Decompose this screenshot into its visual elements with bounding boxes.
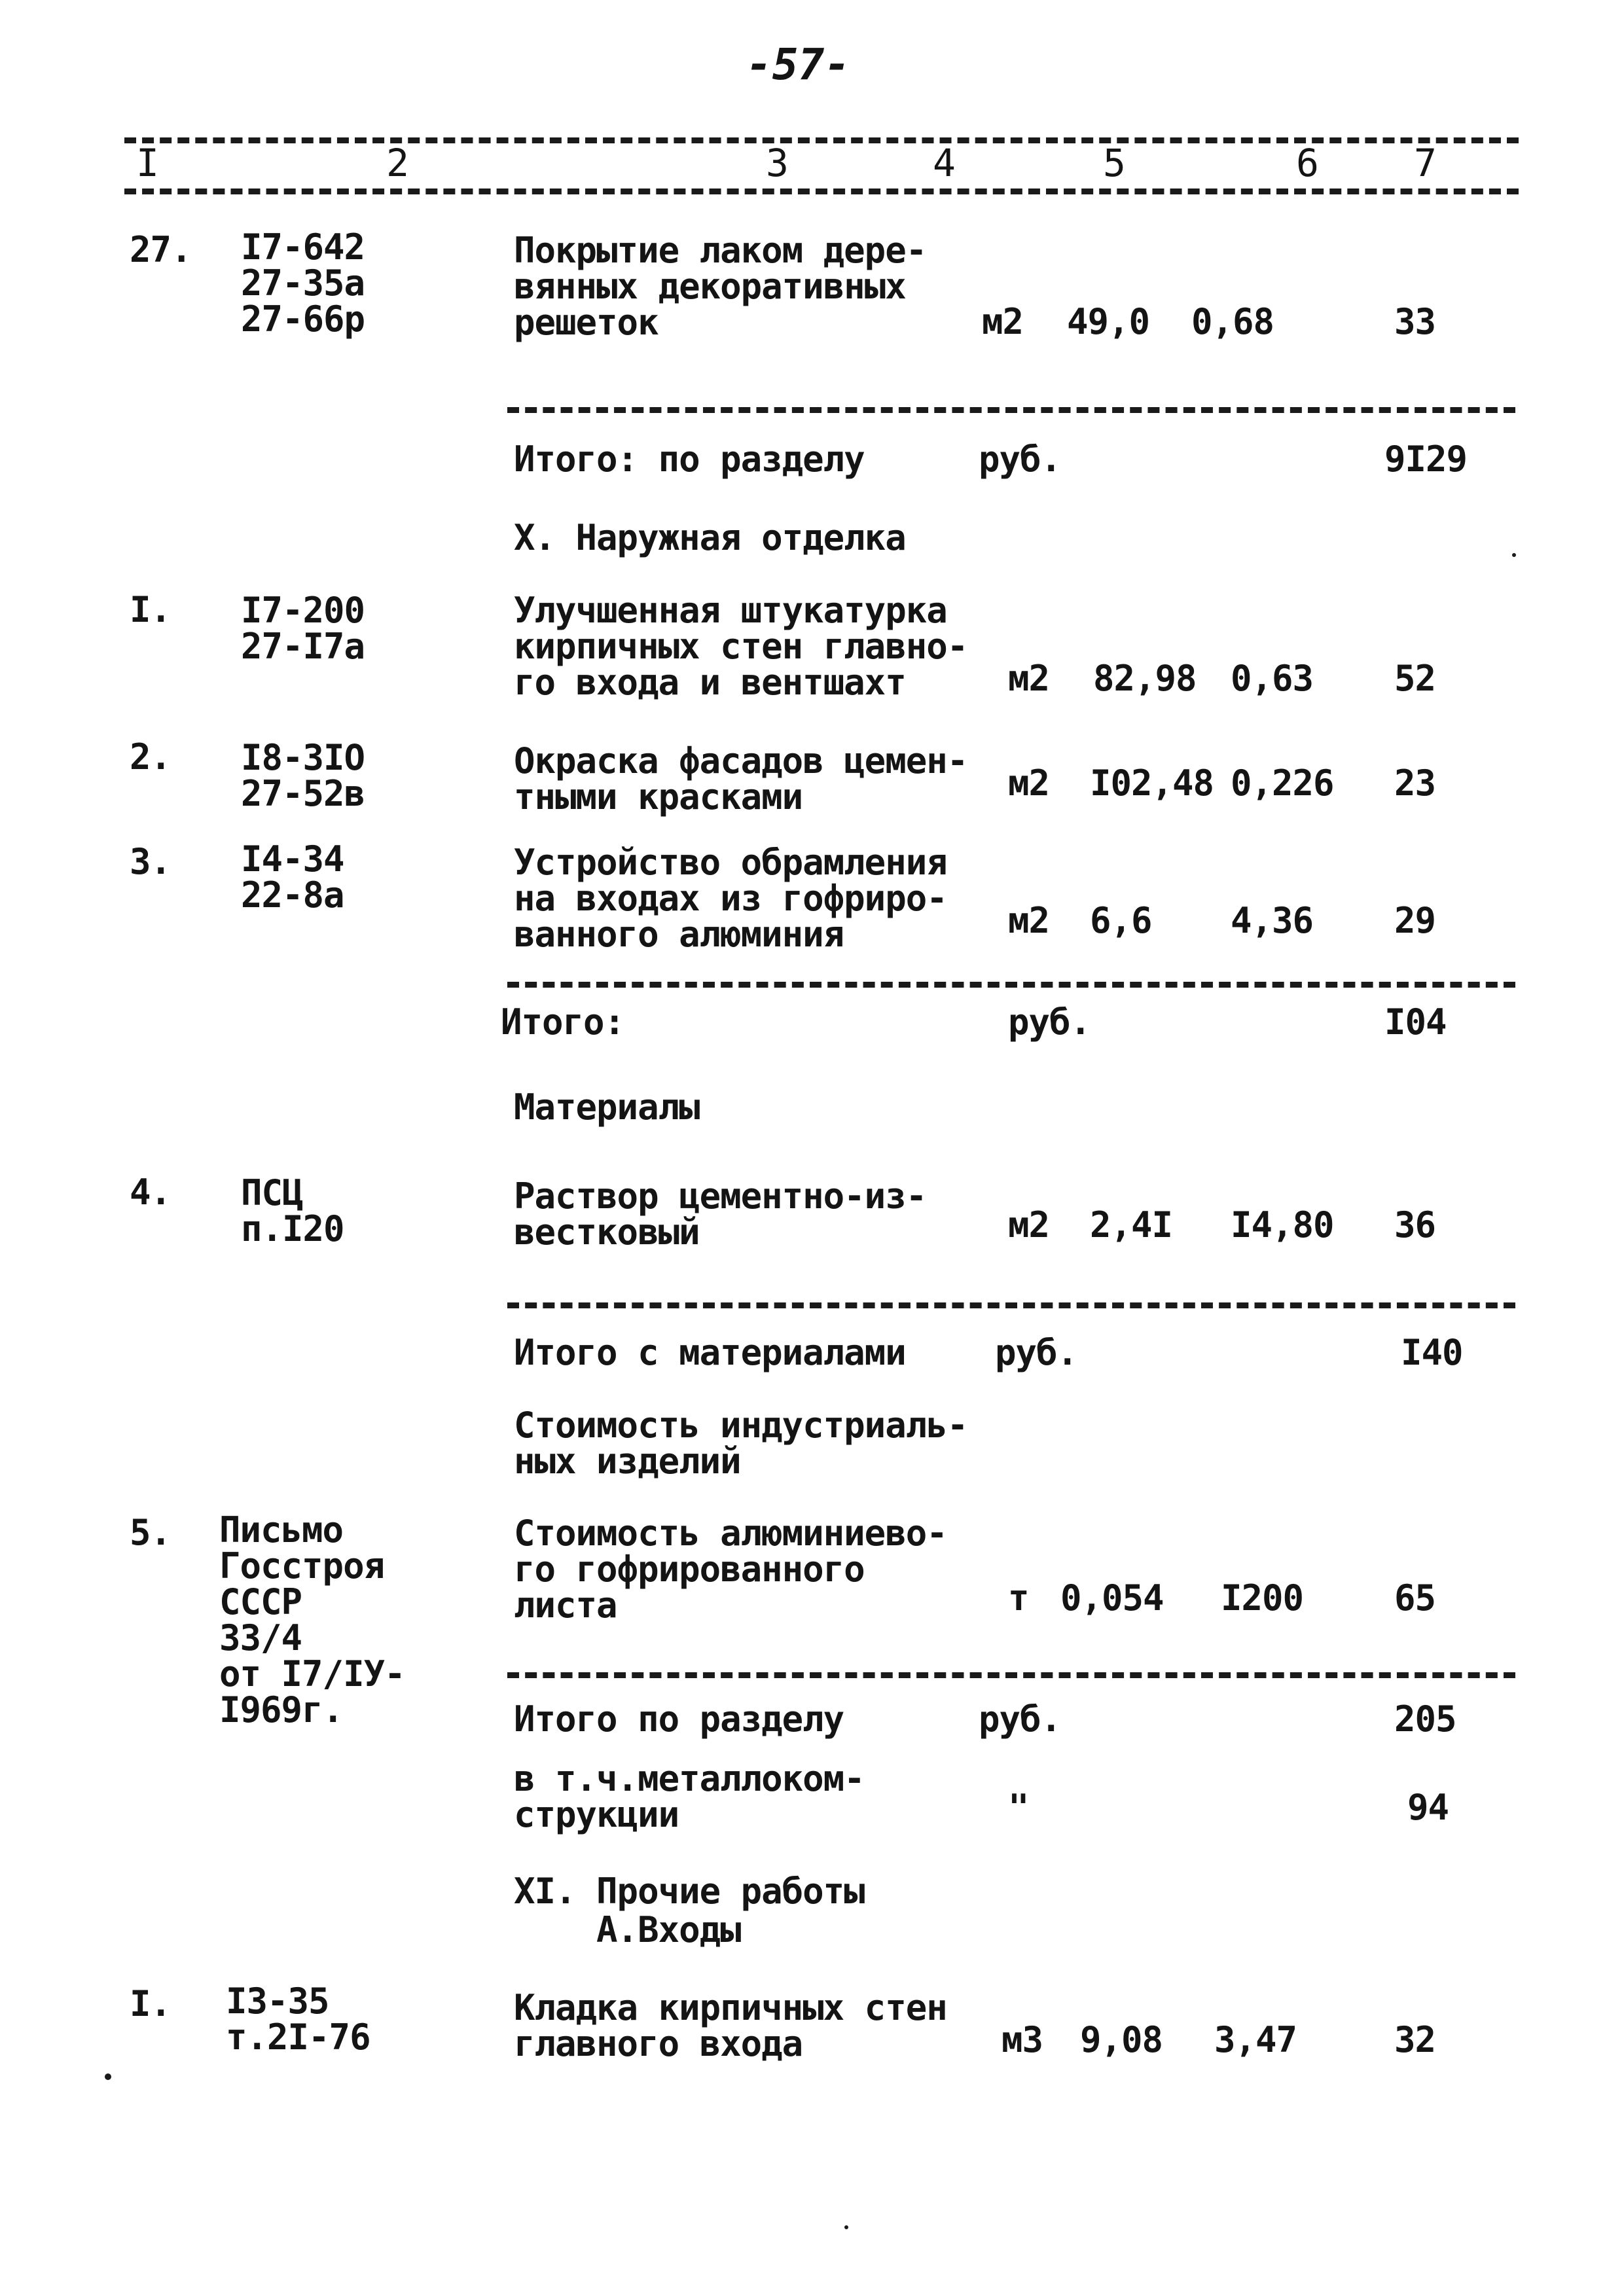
row-total: 52 [1394,658,1436,699]
row-price: 0,68 [1191,301,1274,342]
subtotal-unit: " [1008,1787,1029,1828]
subtotal-label: в т.ч.металлоком- струкции [514,1758,865,1836]
section-heading: XI. Прочие работы А.Входы [514,1871,865,1951]
section-rule [507,407,1515,413]
row-price: 0,63 [1231,658,1314,699]
row-number: 27. [130,229,192,270]
section-rule [507,982,1515,988]
subtotal-value: 9I29 [1384,439,1468,480]
scan-speck [1512,553,1516,557]
column-header-5: 5 [1103,141,1126,185]
row-code: I8-3IO 27-52в [241,737,365,815]
row-number: I. [130,589,171,630]
scan-speck [105,2073,111,2080]
column-header-2: 2 [386,141,409,185]
row-code: I4-34 22-8a [241,838,344,916]
row-code: Письмо Госстроя СССР 33/4 от I7/IУ- I969г. [219,1509,405,1731]
row-description: Окраска фасадов цемен- тными красками [514,740,968,818]
row-unit: т [1008,1577,1029,1619]
row-total: 23 [1394,762,1436,804]
scan-speck [844,2225,848,2229]
row-description: Улучшенная штукатурка кирпичных стен главно- го входа и вентшахт [514,590,968,704]
row-total: 33 [1394,301,1436,342]
row-price: 3,47 [1214,2019,1297,2060]
column-header-6: 6 [1296,141,1319,185]
subtotal-value: I40 [1401,1332,1463,1373]
page-number: -57- [746,39,850,90]
row-quantity: 2,4I [1090,1204,1173,1246]
header-rule-bottom [124,188,1519,194]
row-description: Стоимость алюминиево- го гофрированного листа [514,1513,947,1626]
row-price: I4,80 [1231,1204,1334,1246]
row-unit: м3 [1001,2019,1043,2060]
row-quantity: 9,08 [1080,2019,1163,2060]
row-description: Устройство обрамления на входах из гофриро- ванного алюминия [514,842,947,956]
section-heading: Стоимость индустриаль- ных изделий [514,1405,968,1482]
row-number: 3. [130,841,171,882]
column-header-1: I [136,141,159,185]
section-rule [507,1672,1515,1678]
row-number: 5. [130,1512,171,1553]
subtotal-unit: руб. [1008,1001,1091,1043]
subtotal-label: Итого с материалами [514,1332,906,1373]
column-header-4: 4 [933,141,956,185]
row-price: 0,226 [1231,762,1334,804]
row-code: I3-35 т.2I-76 [226,1981,370,2058]
section-heading: Материалы [514,1086,700,1128]
column-header-3: 3 [766,141,789,185]
row-unit: м2 [982,301,1024,342]
row-unit: м2 [1008,1204,1050,1246]
row-code: I7-642 27-35a 27-66р [241,226,365,340]
subtotal-value: 205 [1394,1698,1456,1740]
row-number: 4. [130,1172,171,1213]
row-price: I200 [1221,1577,1304,1619]
row-quantity: 49,0 [1067,301,1150,342]
subtotal-label: Итого: по разделу [514,439,865,480]
row-unit: м2 [1008,658,1050,699]
subtotal-unit: руб. [979,439,1062,480]
row-description: Раствор цементно-из- вестковый [514,1175,927,1253]
row-price: 4,36 [1231,900,1314,941]
row-quantity: 6,6 [1090,900,1152,941]
row-code: ПСЦ п.I20 [241,1172,344,1250]
row-number: 2. [130,736,171,778]
row-code: I7-200 27-I7a [241,590,365,668]
column-header-7: 7 [1414,141,1437,185]
section-rule [507,1302,1515,1308]
subtotal-unit: руб. [979,1698,1062,1740]
row-total: 29 [1394,900,1436,941]
subtotal-label: Итого по разделу [514,1698,844,1740]
row-total: 65 [1394,1577,1436,1619]
row-description: Кладка кирпичных стен главного входа [514,1987,947,2065]
row-total: 36 [1394,1204,1436,1246]
row-number: I. [130,1983,171,2024]
row-total: 32 [1394,2019,1436,2060]
subtotal-label: Итого: [501,1001,625,1043]
row-unit: м2 [1008,900,1050,941]
subtotal-value: 94 [1407,1787,1449,1828]
row-description: Покрытие лаком дере- вянных декоративных решеток [514,230,927,344]
row-quantity: I02,48 [1090,762,1214,804]
subtotal-value: I04 [1384,1001,1447,1043]
section-heading: X. Наружная отделка [514,517,906,558]
row-quantity: 0,054 [1060,1577,1164,1619]
row-quantity: 82,98 [1093,658,1197,699]
subtotal-unit: руб. [995,1332,1078,1373]
row-unit: м2 [1008,762,1050,804]
